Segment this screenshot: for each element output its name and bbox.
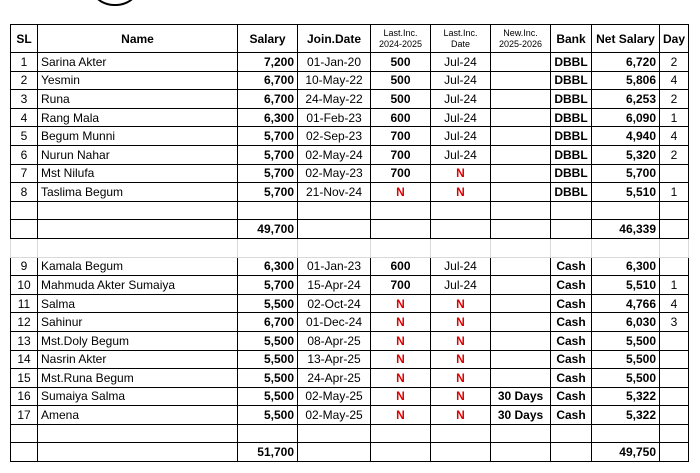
sl-cell[interactable]: 4 <box>11 108 38 127</box>
name-cell[interactable]: Rang Mala <box>38 108 238 127</box>
empty-cell[interactable] <box>38 220 238 239</box>
sl-cell[interactable]: 7 <box>11 164 38 183</box>
join-date-cell[interactable]: 02-May-25 <box>298 387 371 406</box>
table-row[interactable] <box>11 71 689 90</box>
name-cell[interactable]: Taslima Begum <box>38 183 238 202</box>
bank-cell[interactable]: Cash <box>551 350 592 369</box>
sl-cell[interactable]: 5 <box>11 127 38 146</box>
day-cell[interactable] <box>660 406 689 425</box>
empty-cell[interactable] <box>11 238 38 257</box>
bank-cell[interactable]: DBBL <box>551 127 592 146</box>
net-salary-cell[interactable]: 5,500 <box>592 369 660 388</box>
last-inc-date-cell[interactable]: N <box>431 164 491 183</box>
name-cell[interactable]: Sumaiya Salma <box>38 387 238 406</box>
last-inc-cell[interactable]: 700 <box>371 276 431 295</box>
spacer-row <box>11 201 689 220</box>
last-inc-date-cell[interactable]: N <box>431 294 491 313</box>
empty-cell[interactable] <box>551 238 592 257</box>
join-date-cell[interactable]: 02-May-23 <box>298 164 371 183</box>
bank-cell[interactable]: DBBL <box>551 183 592 202</box>
last-inc-date-cell[interactable]: N <box>431 387 491 406</box>
last-inc-cell[interactable]: 500 <box>371 53 431 72</box>
last-inc-date-cell[interactable]: N <box>431 406 491 425</box>
header-last-inc-date[interactable] <box>431 25 491 53</box>
table-row[interactable] <box>11 276 689 295</box>
last-inc-date-cell[interactable]: Jul-24 <box>431 276 491 295</box>
net-salary-cell[interactable]: 5,806 <box>592 71 660 90</box>
empty-cell[interactable] <box>592 201 660 220</box>
empty-cell[interactable] <box>491 443 551 462</box>
bank-cell[interactable]: Cash <box>551 313 592 332</box>
table-row[interactable] <box>11 183 689 202</box>
new-inc-cell[interactable] <box>491 350 551 369</box>
bank-cell[interactable]: Cash <box>551 257 592 276</box>
header-bank[interactable]: Bank <box>551 25 592 53</box>
day-cell[interactable] <box>660 387 689 406</box>
bank-cell[interactable]: DBBL <box>551 71 592 90</box>
empty-cell[interactable] <box>238 238 298 257</box>
day-cell[interactable]: 2 <box>660 53 689 72</box>
table-row[interactable] <box>11 406 689 425</box>
total-salary-cell[interactable]: 49,700 <box>238 220 298 239</box>
bank-cell[interactable]: DBBL <box>551 145 592 164</box>
salary-cell[interactable]: 5,500 <box>238 369 298 388</box>
join-date-cell[interactable]: 02-May-24 <box>298 145 371 164</box>
day-cell[interactable] <box>660 369 689 388</box>
salary-cell[interactable]: 5,500 <box>238 331 298 350</box>
empty-cell[interactable] <box>592 424 660 443</box>
bank-cell[interactable]: DBBL <box>551 108 592 127</box>
last-inc-cell[interactable]: N <box>371 183 431 202</box>
new-inc-cell[interactable] <box>491 71 551 90</box>
sl-cell[interactable]: 13 <box>11 331 38 350</box>
table-row[interactable] <box>11 164 689 183</box>
salary-cell[interactable]: 5,500 <box>238 294 298 313</box>
last-inc-cell[interactable]: N <box>371 406 431 425</box>
last-inc-cell[interactable]: 700 <box>371 164 431 183</box>
name-cell[interactable]: Sarina Akter <box>38 53 238 72</box>
name-cell[interactable]: Amena <box>38 406 238 425</box>
day-cell[interactable]: 3 <box>660 313 689 332</box>
sl-cell[interactable]: 16 <box>11 387 38 406</box>
table-body <box>11 53 689 462</box>
header-net-salary[interactable]: Net Salary <box>592 25 660 53</box>
net-salary-cell[interactable]: 4,766 <box>592 294 660 313</box>
day-cell[interactable]: 4 <box>660 294 689 313</box>
empty-cell[interactable] <box>660 424 689 443</box>
net-salary-cell[interactable]: 5,510 <box>592 276 660 295</box>
new-inc-cell[interactable] <box>491 331 551 350</box>
day-cell[interactable]: 4 <box>660 127 689 146</box>
net-salary-cell[interactable]: 6,300 <box>592 257 660 276</box>
bank-cell[interactable]: DBBL <box>551 90 592 109</box>
last-inc-date-cell[interactable]: Jul-24 <box>431 90 491 109</box>
total-net-salary-cell[interactable]: 49,750 <box>592 443 660 462</box>
total-row <box>11 443 689 462</box>
new-inc-cell[interactable] <box>491 53 551 72</box>
join-date-cell[interactable]: 01-Dec-24 <box>298 313 371 332</box>
header-row <box>11 25 689 53</box>
last-inc-date-cell[interactable]: N <box>431 313 491 332</box>
new-inc-cell[interactable] <box>491 276 551 295</box>
empty-cell[interactable] <box>551 220 592 239</box>
new-inc-cell[interactable]: 30 Days <box>491 406 551 425</box>
join-date-cell[interactable]: 24-May-22 <box>298 90 371 109</box>
sl-cell[interactable]: 9 <box>11 257 38 276</box>
sl-cell[interactable]: 10 <box>11 276 38 295</box>
empty-cell[interactable] <box>298 201 371 220</box>
sl-cell[interactable]: 17 <box>11 406 38 425</box>
new-inc-cell[interactable] <box>491 313 551 332</box>
name-cell[interactable]: Runa <box>38 90 238 109</box>
last-inc-cell[interactable]: 600 <box>371 108 431 127</box>
empty-cell[interactable] <box>431 220 491 239</box>
header-line: Date <box>450 38 470 49</box>
empty-cell[interactable] <box>551 443 592 462</box>
bank-cell[interactable]: Cash <box>551 369 592 388</box>
salary-cell[interactable]: 6,300 <box>238 257 298 276</box>
net-salary-cell[interactable]: 5,500 <box>592 350 660 369</box>
bank-cell[interactable]: Cash <box>551 406 592 425</box>
total-row <box>11 220 689 239</box>
header-line: Last.Inc. <box>443 27 478 38</box>
empty-cell[interactable] <box>238 424 298 443</box>
total-net-salary-cell[interactable]: 46,339 <box>592 220 660 239</box>
empty-cell[interactable] <box>431 201 491 220</box>
net-salary-cell[interactable]: 5,322 <box>592 406 660 425</box>
last-inc-date-cell[interactable]: N <box>431 369 491 388</box>
empty-cell[interactable] <box>551 201 592 220</box>
net-salary-cell[interactable]: 5,510 <box>592 183 660 202</box>
new-inc-cell[interactable] <box>491 164 551 183</box>
table-row[interactable] <box>11 108 689 127</box>
name-cell[interactable]: Kamala Begum <box>38 257 238 276</box>
empty-cell[interactable] <box>551 424 592 443</box>
empty-cell[interactable] <box>298 424 371 443</box>
empty-cell[interactable] <box>431 443 491 462</box>
salary-cell[interactable]: 5,500 <box>238 406 298 425</box>
last-inc-cell[interactable]: 700 <box>371 127 431 146</box>
salary-table <box>10 24 689 462</box>
empty-cell[interactable] <box>38 443 238 462</box>
last-inc-date-cell[interactable]: N <box>431 331 491 350</box>
last-inc-date-cell[interactable]: N <box>431 183 491 202</box>
sl-cell[interactable]: 2 <box>11 71 38 90</box>
bank-cell[interactable]: Cash <box>551 387 592 406</box>
net-salary-cell[interactable]: 6,253 <box>592 90 660 109</box>
empty-cell[interactable] <box>371 424 431 443</box>
name-cell[interactable]: Begum Munni <box>38 127 238 146</box>
new-inc-cell[interactable] <box>491 145 551 164</box>
salary-cell[interactable]: 7,200 <box>238 53 298 72</box>
name-cell[interactable]: Nurun Nahar <box>38 145 238 164</box>
empty-cell[interactable] <box>298 443 371 462</box>
join-date-cell[interactable]: 10-May-22 <box>298 71 371 90</box>
empty-cell[interactable] <box>660 443 689 462</box>
total-salary-cell[interactable]: 51,700 <box>238 443 298 462</box>
net-salary-cell[interactable]: 5,322 <box>592 387 660 406</box>
name-cell[interactable]: Mahmuda Akter Sumaiya <box>38 276 238 295</box>
salary-cell[interactable]: 6,700 <box>238 90 298 109</box>
empty-cell[interactable] <box>11 220 38 239</box>
join-date-cell[interactable]: 01-Jan-20 <box>298 53 371 72</box>
header-name[interactable]: Name <box>38 25 238 53</box>
join-date-cell[interactable]: 08-Apr-25 <box>298 331 371 350</box>
empty-cell[interactable] <box>660 220 689 239</box>
table-row[interactable] <box>11 257 689 276</box>
name-cell[interactable]: Sahinur <box>38 313 238 332</box>
bank-cell[interactable]: Cash <box>551 294 592 313</box>
bank-cell[interactable]: Cash <box>551 331 592 350</box>
net-salary-cell[interactable]: 5,500 <box>592 331 660 350</box>
empty-cell[interactable] <box>592 238 660 257</box>
empty-cell[interactable] <box>491 424 551 443</box>
join-date-cell[interactable]: 01-Jan-23 <box>298 257 371 276</box>
empty-cell[interactable] <box>660 238 689 257</box>
day-cell[interactable]: 4 <box>660 71 689 90</box>
day-cell[interactable]: 1 <box>660 276 689 295</box>
net-salary-cell[interactable]: 5,320 <box>592 145 660 164</box>
header-last-inc-amount[interactable] <box>371 25 431 53</box>
table-row[interactable] <box>11 127 689 146</box>
net-salary-cell[interactable]: 5,700 <box>592 164 660 183</box>
new-inc-cell[interactable] <box>491 294 551 313</box>
salary-cell[interactable]: 5,700 <box>238 183 298 202</box>
empty-cell[interactable] <box>298 220 371 239</box>
salary-cell[interactable]: 5,700 <box>238 145 298 164</box>
bank-cell[interactable]: Cash <box>551 276 592 295</box>
net-salary-cell[interactable]: 4,940 <box>592 127 660 146</box>
day-cell[interactable]: 1 <box>660 108 689 127</box>
empty-cell[interactable] <box>238 201 298 220</box>
empty-cell[interactable] <box>38 238 238 257</box>
empty-cell[interactable] <box>371 220 431 239</box>
table-row[interactable] <box>11 145 689 164</box>
join-date-cell[interactable]: 01-Feb-23 <box>298 108 371 127</box>
table-row[interactable] <box>11 313 689 332</box>
net-salary-cell[interactable]: 6,090 <box>592 108 660 127</box>
name-cell[interactable]: Mst.Doly Begum <box>38 331 238 350</box>
last-inc-cell[interactable]: 500 <box>371 90 431 109</box>
sl-cell[interactable]: 6 <box>11 145 38 164</box>
last-inc-cell[interactable]: N <box>371 350 431 369</box>
sl-cell[interactable]: 14 <box>11 350 38 369</box>
new-inc-cell[interactable] <box>491 127 551 146</box>
new-inc-cell[interactable] <box>491 369 551 388</box>
new-inc-cell[interactable] <box>491 90 551 109</box>
bank-cell[interactable]: DBBL <box>551 164 592 183</box>
empty-cell[interactable] <box>38 201 238 220</box>
header-new-inc[interactable] <box>491 25 551 53</box>
last-inc-date-cell[interactable]: N <box>431 350 491 369</box>
salary-cell[interactable]: 5,700 <box>238 127 298 146</box>
last-inc-date-cell[interactable]: Jul-24 <box>431 53 491 72</box>
empty-cell[interactable] <box>431 424 491 443</box>
empty-cell[interactable] <box>371 238 431 257</box>
sl-cell[interactable]: 3 <box>11 90 38 109</box>
net-salary-cell[interactable]: 6,720 <box>592 53 660 72</box>
salary-cell[interactable]: 6,700 <box>238 71 298 90</box>
sl-cell[interactable]: 15 <box>11 369 38 388</box>
day-cell[interactable]: 1 <box>660 183 689 202</box>
join-date-cell[interactable]: 21-Nov-24 <box>298 183 371 202</box>
last-inc-date-cell[interactable]: Jul-24 <box>431 127 491 146</box>
join-date-cell[interactable]: 02-Oct-24 <box>298 294 371 313</box>
salary-cell[interactable]: 6,700 <box>238 313 298 332</box>
header-line: New.Inc. <box>503 27 538 38</box>
table-row[interactable] <box>11 331 689 350</box>
join-date-cell[interactable]: 24-Apr-25 <box>298 369 371 388</box>
empty-cell[interactable] <box>11 443 38 462</box>
last-inc-date-cell[interactable]: Jul-24 <box>431 108 491 127</box>
salary-cell[interactable]: 5,500 <box>238 350 298 369</box>
last-inc-cell[interactable]: 500 <box>371 71 431 90</box>
spacer-row <box>11 424 689 443</box>
join-date-cell[interactable]: 02-Sep-23 <box>298 127 371 146</box>
salary-cell[interactable]: 5,700 <box>238 164 298 183</box>
day-cell[interactable] <box>660 331 689 350</box>
day-cell[interactable] <box>660 350 689 369</box>
last-inc-cell[interactable]: 600 <box>371 257 431 276</box>
day-cell[interactable]: 2 <box>660 90 689 109</box>
salary-cell[interactable]: 6,300 <box>238 108 298 127</box>
salary-cell[interactable]: 5,500 <box>238 387 298 406</box>
new-inc-cell[interactable] <box>491 108 551 127</box>
bank-cell[interactable]: DBBL <box>551 53 592 72</box>
new-inc-cell[interactable]: 30 Days <box>491 387 551 406</box>
table-row[interactable] <box>11 90 689 109</box>
empty-cell[interactable] <box>11 201 38 220</box>
net-salary-cell[interactable]: 6,030 <box>592 313 660 332</box>
empty-cell[interactable] <box>491 220 551 239</box>
sl-cell[interactable]: 12 <box>11 313 38 332</box>
day-cell[interactable] <box>660 164 689 183</box>
sl-cell[interactable]: 11 <box>11 294 38 313</box>
empty-cell[interactable] <box>11 424 38 443</box>
empty-cell[interactable] <box>491 238 551 257</box>
name-cell[interactable]: Nasrin Akter <box>38 350 238 369</box>
header-line: 2025-2026 <box>498 38 543 49</box>
name-cell[interactable]: Salma <box>38 294 238 313</box>
new-inc-cell[interactable] <box>491 183 551 202</box>
table-row[interactable] <box>11 387 689 406</box>
table-row[interactable] <box>11 53 689 72</box>
empty-cell[interactable] <box>491 201 551 220</box>
sl-cell[interactable]: 1 <box>11 53 38 72</box>
last-inc-date-cell[interactable]: Jul-24 <box>431 145 491 164</box>
new-inc-cell[interactable] <box>491 257 551 276</box>
last-inc-date-cell[interactable]: Jul-24 <box>431 71 491 90</box>
table-row[interactable] <box>11 350 689 369</box>
salary-cell[interactable]: 5,700 <box>238 276 298 295</box>
join-date-cell[interactable]: 02-May-25 <box>298 406 371 425</box>
table-row[interactable] <box>11 369 689 388</box>
day-cell[interactable] <box>660 257 689 276</box>
last-inc-cell[interactable]: N <box>371 313 431 332</box>
gap-row <box>11 238 689 257</box>
empty-cell[interactable] <box>371 443 431 462</box>
join-date-cell[interactable]: 15-Apr-24 <box>298 276 371 295</box>
name-cell[interactable]: Mst Nilufa <box>38 164 238 183</box>
join-date-cell[interactable]: 13-Apr-25 <box>298 350 371 369</box>
name-cell[interactable]: Mst.Runa Begum <box>38 369 238 388</box>
last-inc-cell[interactable]: N <box>371 294 431 313</box>
empty-cell[interactable] <box>431 238 491 257</box>
empty-cell[interactable] <box>38 424 238 443</box>
day-cell[interactable]: 2 <box>660 145 689 164</box>
name-cell[interactable]: Yesmin <box>38 71 238 90</box>
sl-cell[interactable]: 8 <box>11 183 38 202</box>
header-line: Last.Inc. <box>383 27 418 38</box>
last-inc-cell[interactable]: N <box>371 369 431 388</box>
empty-cell[interactable] <box>371 201 431 220</box>
logo-mark <box>88 0 142 6</box>
header-line: 2024-2025 <box>378 38 423 49</box>
header-join-date[interactable]: Join.Date <box>298 25 371 53</box>
last-inc-date-cell[interactable]: Jul-24 <box>431 257 491 276</box>
last-inc-cell[interactable]: N <box>371 331 431 350</box>
empty-cell[interactable] <box>660 201 689 220</box>
empty-cell[interactable] <box>298 238 371 257</box>
last-inc-cell[interactable]: 700 <box>371 145 431 164</box>
header-salary[interactable]: Salary <box>238 25 298 53</box>
table-row[interactable] <box>11 294 689 313</box>
last-inc-cell[interactable]: N <box>371 387 431 406</box>
header-sl[interactable]: SL <box>11 25 38 53</box>
header-day[interactable]: Day <box>660 25 689 53</box>
